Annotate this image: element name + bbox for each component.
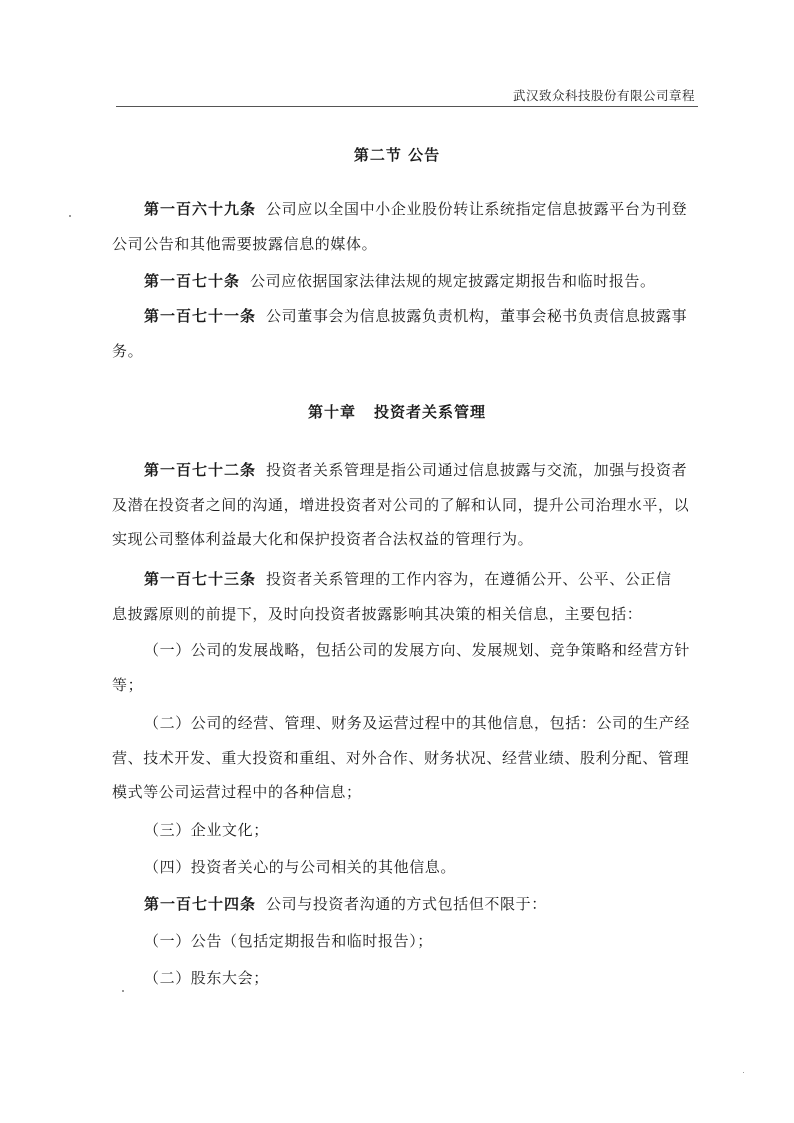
header-divider <box>116 106 698 107</box>
article-text: 公司董事会为信息披露负责机构，董事会秘书负责信息披露事务。 <box>112 307 688 360</box>
article-number: 第一百七十一条 <box>144 307 257 325</box>
article-172 <box>112 453 690 557</box>
chapter-number: 第十章 <box>307 403 356 421</box>
list-item: （二）股东大会； <box>144 969 269 987</box>
list-item: （一）公司的发展战略，包括公司的发展方向、发展规划、竞争策略和经营方针等； <box>112 641 691 694</box>
article-number: 第一百七十条 <box>144 272 241 290</box>
article-number: 第一百七十三条 <box>144 570 257 588</box>
list-item: （一）公告（包括定期报告和临时报告）； <box>144 932 433 950</box>
article-text: 公司与投资者沟通的方式包括但不限于： <box>266 895 547 913</box>
list-item: （四）投资者关心的与公司相关的其他信息。 <box>144 858 457 876</box>
article-number: 第一百七十四条 <box>144 895 257 913</box>
article-text: 投资者关系管理是指公司通过信息披露与交流，加强与投资者及潜在投资者之间的沟通，增进投资者对公司的了解和认同，提升公司治理水平，以实现公司整体利益最大化和保护投资者合法权益的管理行为。 <box>112 461 690 549</box>
article-number: 第一百六十九条 <box>144 200 257 218</box>
article-174 <box>112 887 690 922</box>
page-header-title: 武汉致众科技股份有限公司章程 <box>512 88 695 103</box>
article-173 <box>112 562 690 631</box>
section-title: 第二节 公告 <box>353 146 441 164</box>
scan-speck <box>69 215 71 217</box>
scan-speck <box>122 990 124 992</box>
article-number: 第一百七十二条 <box>144 461 257 479</box>
article-text: 公司应以全国中小企业股份转让系统指定信息披露平台为刊登公司公告和其他需要披露信息的媒体。 <box>112 200 688 253</box>
article-171 <box>112 299 690 368</box>
article-text: 投资者关系管理的工作内容为，在遵循公开、公平、公正信 息披露原则的前提下，及时向投资者披露影响其决策的相关信息，主要包括： <box>112 570 672 623</box>
article-text: 公司应依据国家法律法规的规定披露定期报告和临时报告。 <box>250 272 656 290</box>
chapter-name: 投资者关系管理 <box>374 403 487 421</box>
scan-speck <box>743 1072 744 1073</box>
list-item: （三）企业文化； <box>144 821 269 839</box>
article-170 <box>112 264 690 299</box>
chapter-title <box>0 401 794 422</box>
list-item: （二）公司的经营、管理、财务及运营过程中的其他信息，包括：公司的生产经营、技术开发、重大投资和重组、对外合作、财务状况、经营业绩、股利分配、管理模式等公司运营过程中的各种信息； <box>112 714 691 802</box>
article-169 <box>112 192 690 261</box>
